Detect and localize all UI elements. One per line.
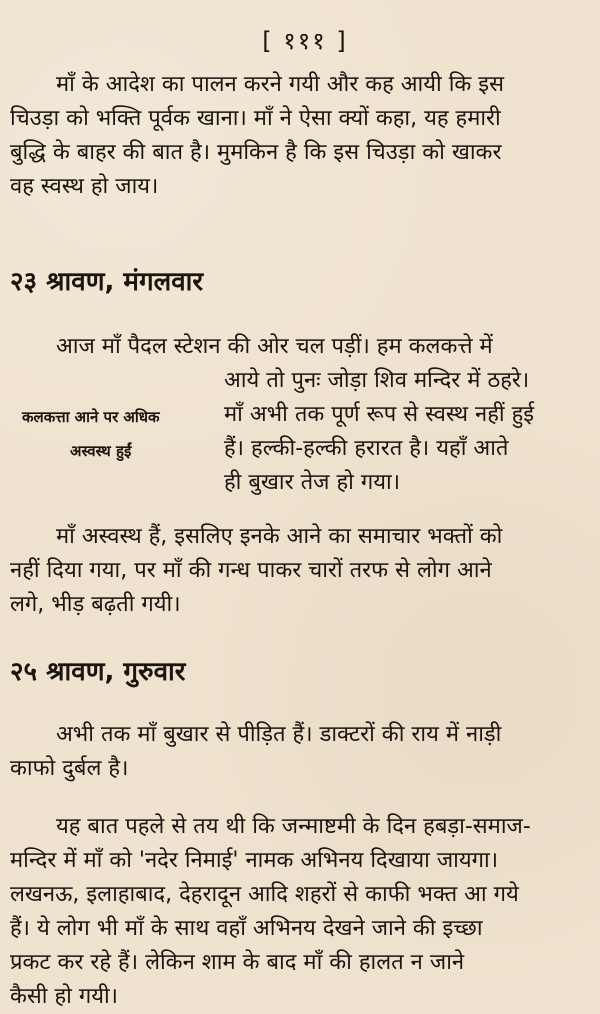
paragraph-line: आये तो पुनः जोड़ा शिव मन्दिर में ठहरे।: [224, 368, 530, 393]
paragraph-5: [10, 810, 578, 1014]
paragraph-line: ही बुखार तेज हो गया।: [224, 470, 401, 495]
paragraph-line: लगे, भीड़ बढ़ती गयी।: [10, 592, 181, 617]
paragraph-line: कैसी हो गयी।: [10, 984, 119, 1009]
paragraph-line: वह स्वस्थ हो जाय।: [10, 174, 159, 199]
paragraph-2: [10, 330, 578, 500]
paragraph-4: [10, 718, 578, 786]
page-number: [ १११ ]: [262, 27, 348, 55]
section-heading-23-shravan: २३ श्रावण, मंगलवार: [10, 267, 204, 297]
paragraph-line: यह बात पहले से तय थी कि जन्माष्टमी के दिन हबड़ा-समाज-: [56, 814, 531, 839]
paragraph-line: काफो दुर्बल है।: [10, 756, 129, 781]
paragraph-line: माँ के आदेश का पालन करने गयी और कह आयी कि इस: [56, 72, 504, 97]
paragraph-3: [10, 520, 578, 622]
paragraph-line: माँ अभी तक पूर्ण रूप से स्वस्थ नहीं हुई: [224, 402, 535, 427]
paragraph-line: अभी तक माँ बुखार से पीड़ित हैं। डाक्टरों की राय में नाड़ी: [56, 722, 502, 747]
paragraph-line: चिउड़ा को भक्ति पूर्वक खाना। माँ ने ऐसा क्यों कहा, यह हमारी: [10, 106, 501, 131]
paragraph-line: मन्दिर में माँ को 'नदेर निमाई' नामक अभिनय दिखाया जायगा।: [10, 848, 499, 873]
paragraph-line: लखनऊ, इलाहाबाद, देहरादून आदि शहरों से काफी भक्त आ गये: [10, 882, 519, 907]
paragraph-line: आज माँ पैदल स्टेशन की ओर चल पड़ीं। हम कलकत्ते में: [56, 334, 493, 359]
paragraph-line: बुद्धि के बाहर की बात है। मुमकिन है कि इस चिउड़ा को खाकर: [10, 140, 502, 165]
paragraph-line: नहीं दिया गया, पर माँ की गन्ध पाकर चारों तरफ से लोग आने: [10, 558, 492, 583]
sidenote-row: [56, 432, 578, 466]
margin-note-line-2: अस्वस्थ हुईं: [70, 442, 132, 460]
margin-note-line-1: कलकत्ता आने पर अधिक: [22, 408, 160, 426]
paragraph-line: हैं। हल्की-हल्की हरारत है। यहाँ आते: [224, 436, 509, 461]
paragraph-line: हैं। ये लोग भी माँ के साथ वहाँ अभिनय देखने जाने की इच्छा: [10, 916, 483, 941]
paragraph-line: प्रकट कर रहे हैं। लेकिन शाम के बाद माँ की हालत न जाने: [10, 950, 465, 975]
paragraph-line: माँ अस्वस्थ हैं, इसलिए इनके आने का समाचार भक्तों को: [56, 524, 503, 549]
sidenote-row: [22, 398, 578, 432]
paragraph-1: [10, 68, 578, 204]
section-heading-25-shravan: २५ श्रावण, गुरुवार: [10, 657, 186, 687]
